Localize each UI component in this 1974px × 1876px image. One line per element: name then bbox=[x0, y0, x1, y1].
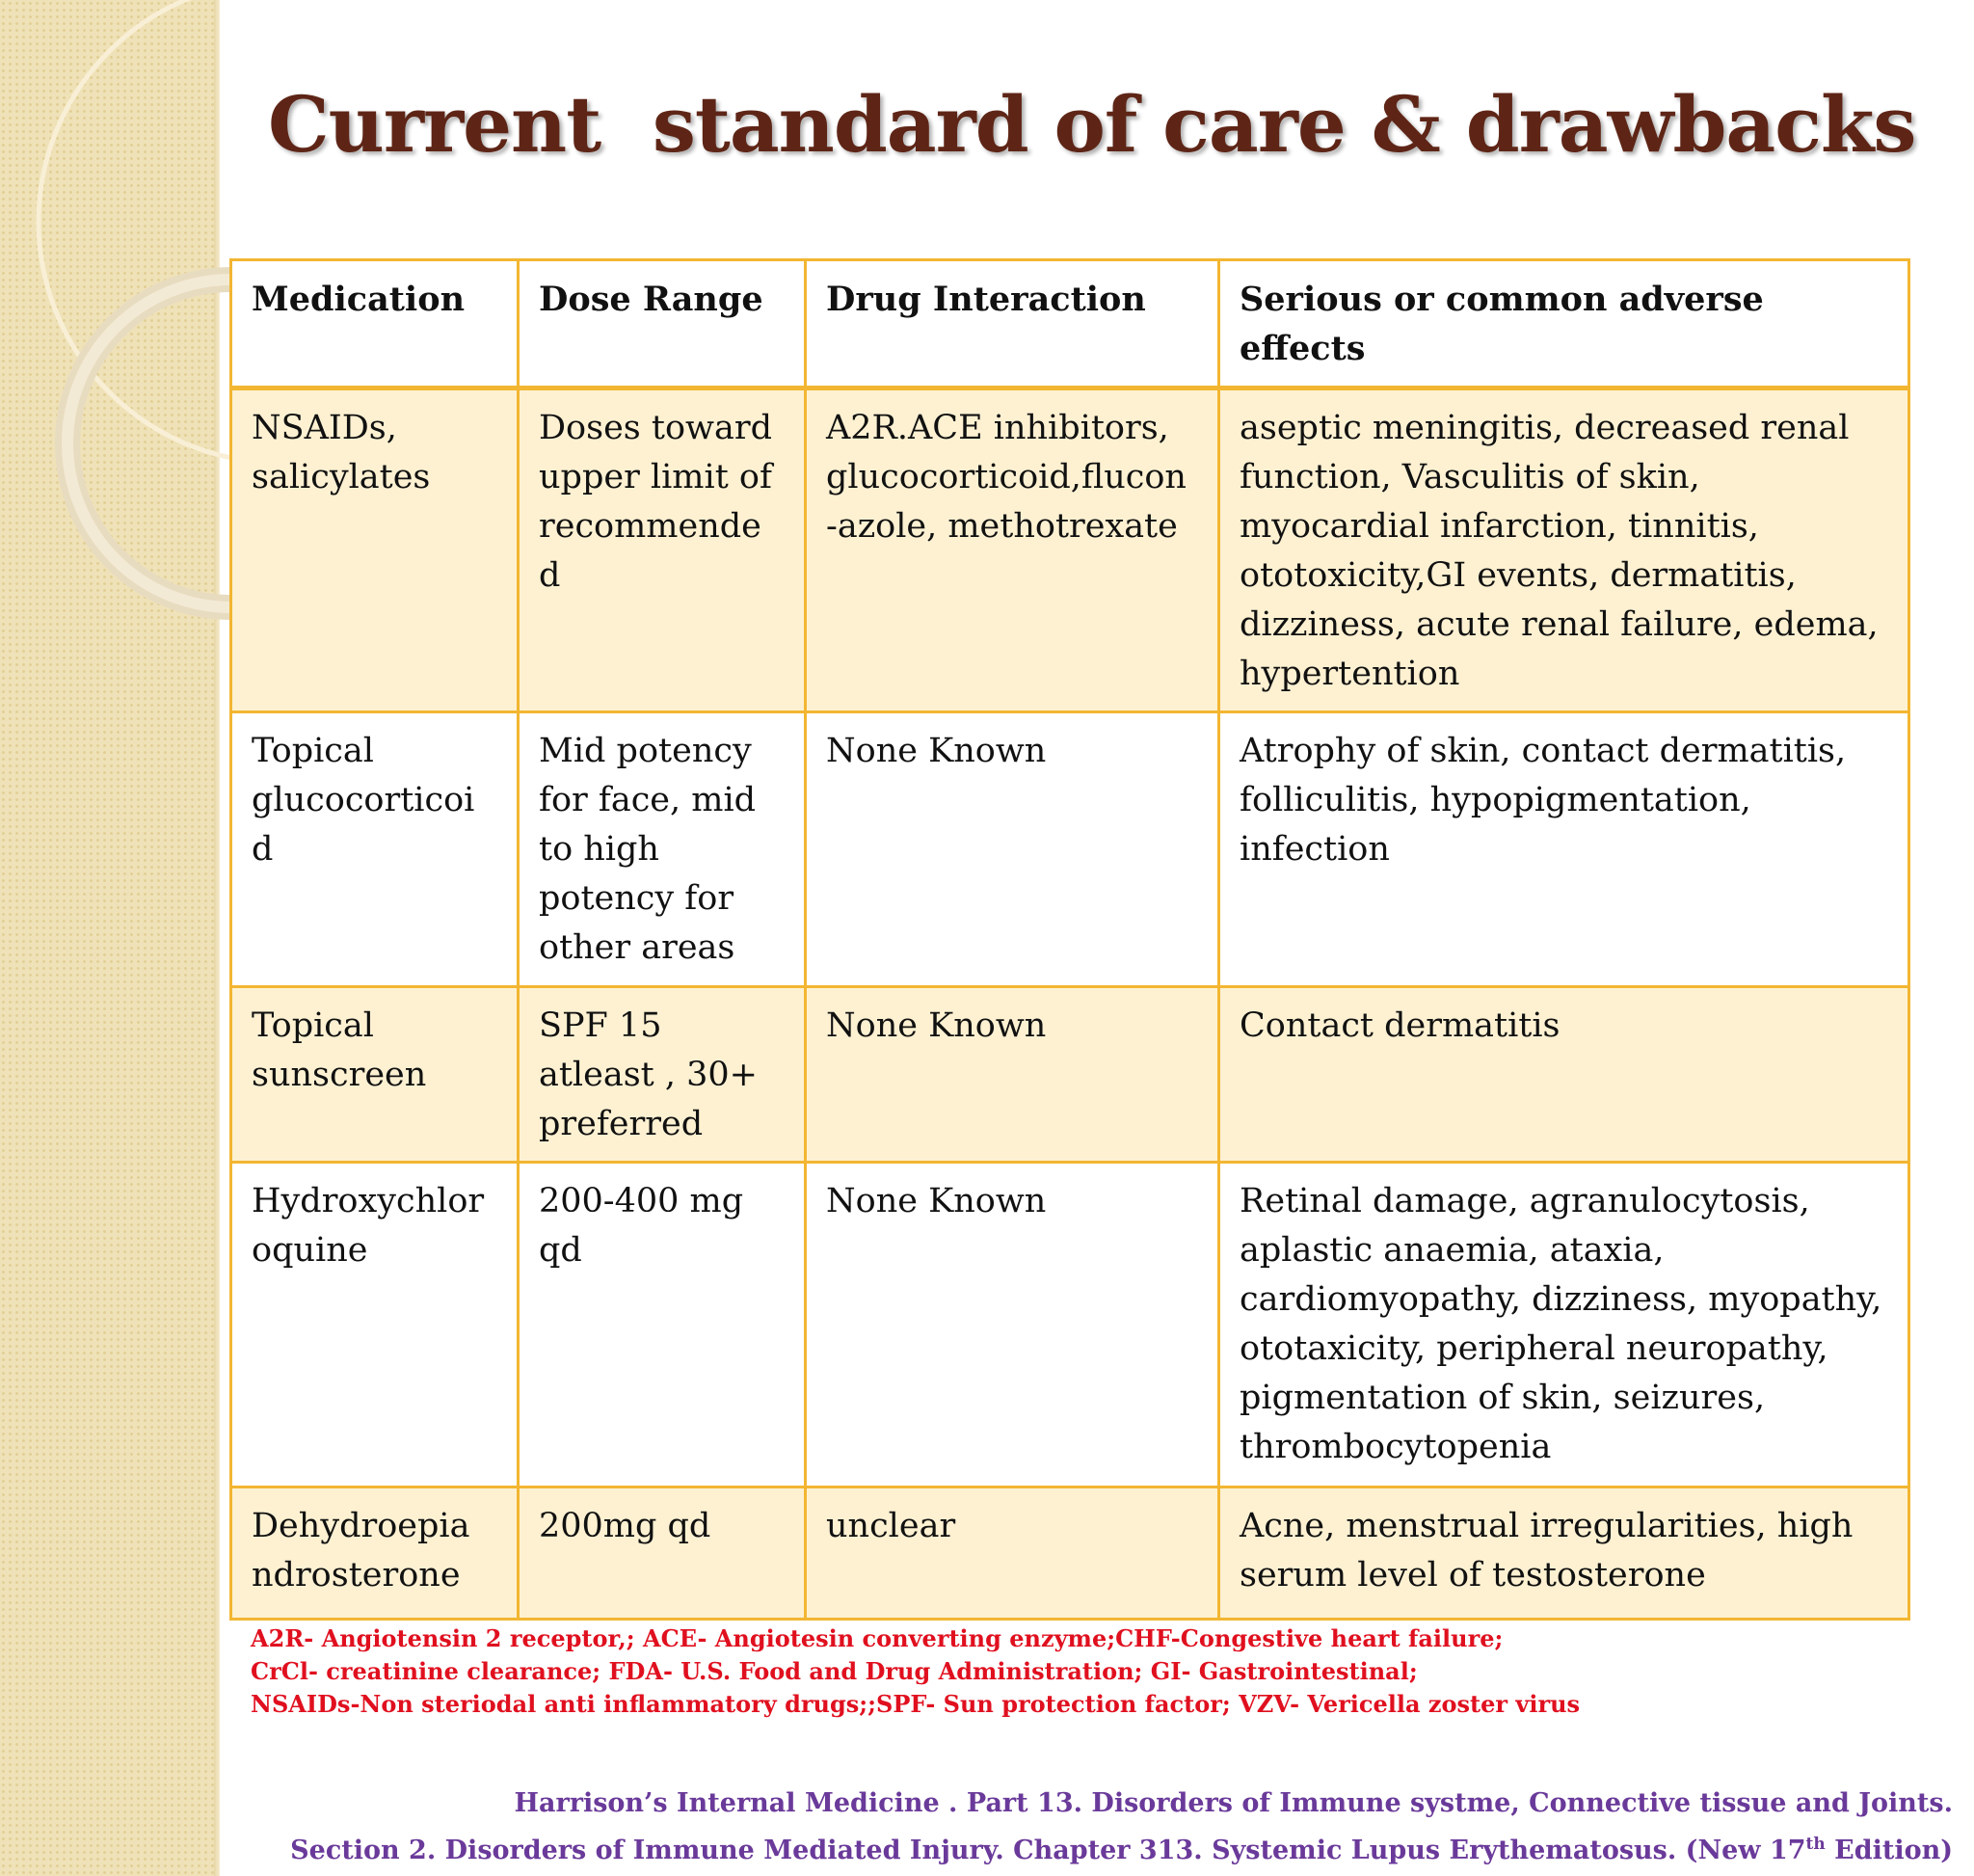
citation-line-2-text: Section 2. Disorders of Immune Mediated Injury. Chapter 313. Systemic Lupus Erythematosus. (New 17 bbox=[290, 1836, 1806, 1865]
cell-drug-interaction: unclear bbox=[806, 1487, 1219, 1620]
cell-medication: Dehydroepia ndrosterone bbox=[231, 1487, 519, 1620]
cell-dose-range: 200mg qd bbox=[519, 1487, 806, 1620]
citation-line-1: Harrison’s Internal Medicine . Part 13. Disorders of Immune systme, Connective tissue and Joints. bbox=[514, 1788, 1953, 1818]
cell-drug-interaction: None Known bbox=[806, 712, 1219, 987]
header-dose-range: Dose Range bbox=[519, 260, 806, 389]
cell-medication: Topical glucocorticoi d bbox=[231, 712, 519, 987]
cell-adverse-effects: aseptic meningitis, decreased renal function, Vasculitis of skin, myocardial infarction, tinnitis, ototoxicity,GI events, dermatitis, dizziness, acute renal failure, edema, hypertention bbox=[1219, 389, 1909, 712]
table-row bbox=[231, 1163, 1909, 1487]
table-row bbox=[231, 712, 1909, 987]
table-header-row bbox=[231, 260, 1909, 389]
cell-drug-interaction: None Known bbox=[806, 1163, 1219, 1487]
cell-dose-range: Doses toward upper limit of recommende d bbox=[519, 389, 806, 712]
abbreviation-line: CrCl- creatinine clearance; FDA- U.S. Food and Drug Administration; GI- Gastrointestinal; bbox=[251, 1657, 1418, 1685]
cell-medication: Topical sunscreen bbox=[231, 987, 519, 1163]
table-row bbox=[231, 389, 1909, 712]
medication-table bbox=[229, 258, 1910, 1621]
abbreviation-line: A2R- Angiotensin 2 receptor,; ACE- Angiotesin converting enzyme;CHF-Congestive heart failure; bbox=[251, 1624, 1504, 1652]
table-row bbox=[231, 987, 1909, 1163]
cell-medication: NSAIDs, salicylates bbox=[231, 389, 519, 712]
abbreviations-footnote bbox=[251, 1622, 1580, 1721]
cell-medication: Hydroxychlor oquine bbox=[231, 1163, 519, 1487]
cell-drug-interaction: A2R.ACE inhibitors, glucocorticoid,flucon -azole, methotrexate bbox=[806, 389, 1219, 712]
cell-dose-range: Mid potency for face, mid to high potency for other areas bbox=[519, 712, 806, 987]
cell-adverse-effects: Acne, menstrual irregularities, high serum level of testosterone bbox=[1219, 1487, 1909, 1620]
cell-adverse-effects: Contact dermatitis bbox=[1219, 987, 1909, 1163]
citation-line-2 bbox=[290, 1824, 1953, 1871]
cell-dose-range: 200-400 mg qd bbox=[519, 1163, 806, 1487]
abbreviation-line: NSAIDs-Non steriodal anti inflammatory drugs;;SPF- Sun protection factor; VZV- Vericella zoster virus bbox=[251, 1690, 1581, 1718]
cell-dose-range: SPF 15 atleast , 30+ preferred bbox=[519, 987, 806, 1163]
cell-adverse-effects: Atrophy of skin, contact dermatitis, folliculitis, hypopigmentation, infection bbox=[1219, 712, 1909, 987]
header-medication: Medication bbox=[231, 260, 519, 389]
slide-title: Current standard of care & drawbacks bbox=[268, 79, 1916, 170]
table-row bbox=[231, 1487, 1909, 1620]
cell-drug-interaction: None Known bbox=[806, 987, 1219, 1163]
citation-edition-superscript: th bbox=[1805, 1835, 1826, 1854]
citation-line-2-end: Edition) bbox=[1825, 1836, 1953, 1865]
decorative-swirl bbox=[0, 0, 251, 733]
cell-adverse-effects: Retinal damage, agranulocytosis, aplastic anaemia, ataxia, cardiomyopathy, dizziness, myopathy, ototaxicity, peripheral neuropathy, pigmentation of skin, seizures, thrombocytopenia bbox=[1219, 1163, 1909, 1487]
header-drug-interaction: Drug Interaction bbox=[806, 260, 1219, 389]
header-adverse-effects: Serious or common adverse effects bbox=[1219, 260, 1909, 389]
citation bbox=[290, 1783, 1953, 1871]
